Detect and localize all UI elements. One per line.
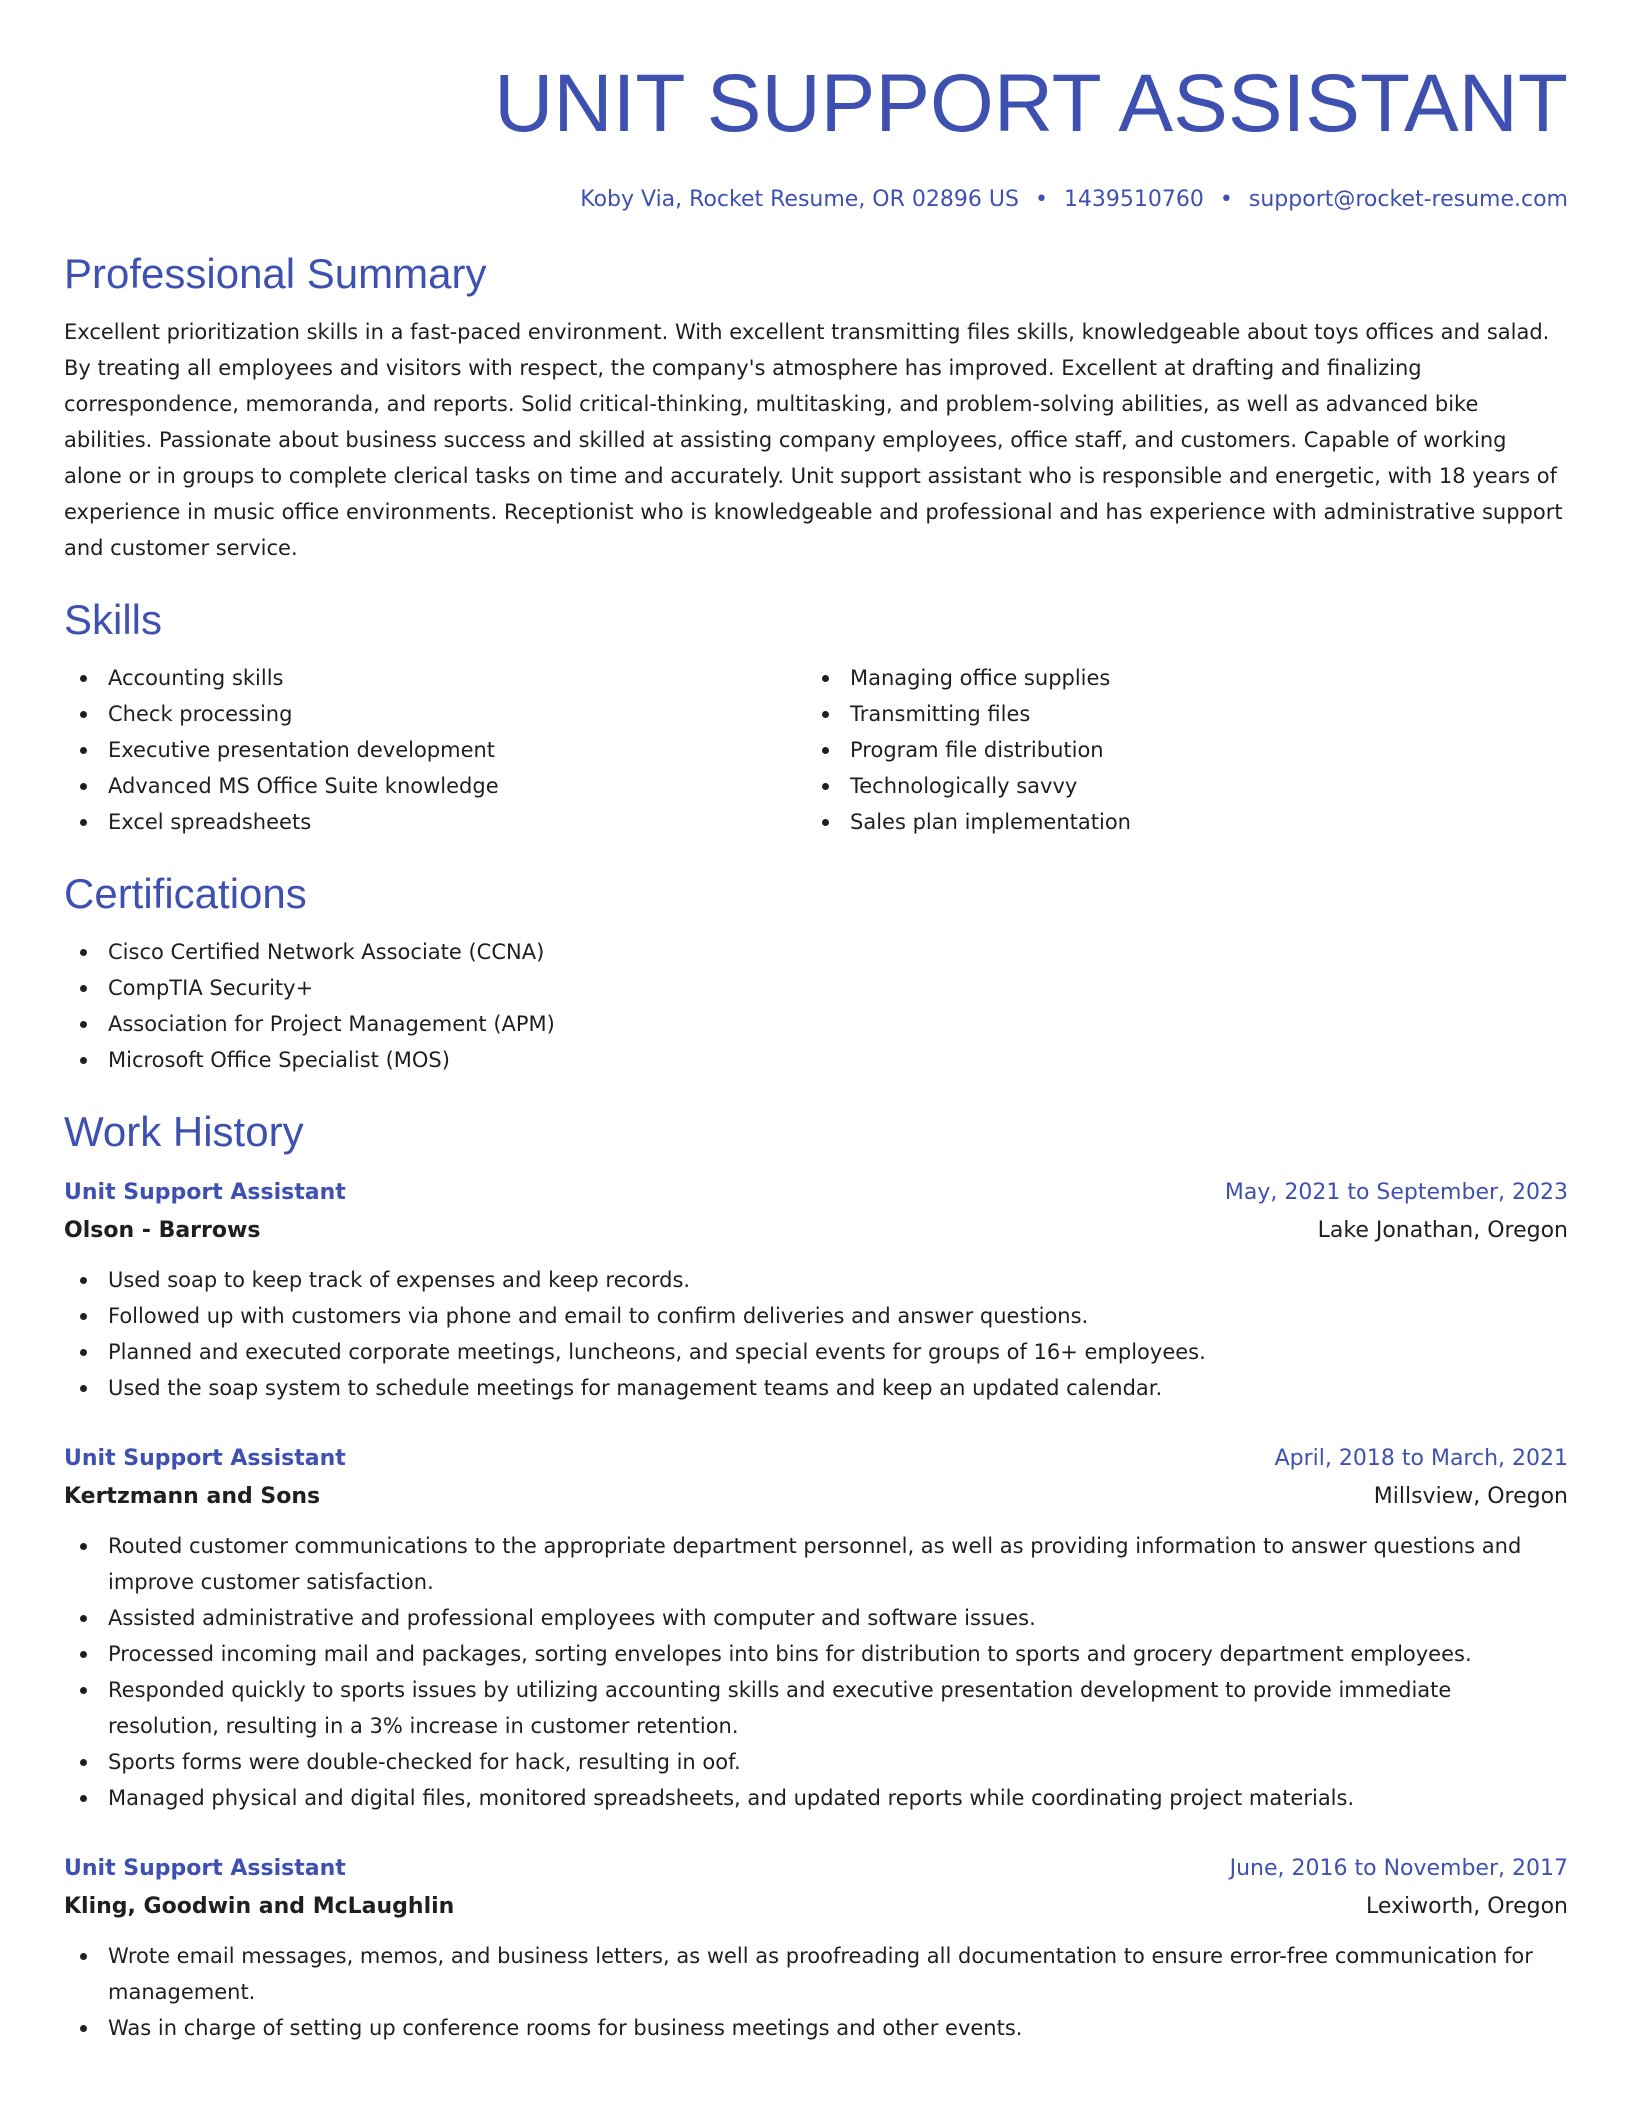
job-bullet-list: [64, 1262, 1568, 1406]
job-header-row: [64, 1174, 1568, 1212]
job-location: Lake Jonathan, Oregon: [1317, 1218, 1568, 1243]
job-location: Lexiworth, Oregon: [1366, 1894, 1568, 1919]
contact-address: Koby Via, Rocket Resume, OR 02896 US: [580, 187, 1019, 212]
job-company: Kling, Goodwin and McLaughlin: [64, 1894, 455, 1919]
job-title: Unit Support Assistant: [64, 1856, 346, 1881]
skills-heading: Skills: [64, 596, 163, 643]
skill-item: Managing office supplies: [806, 660, 1548, 696]
contact-phone: 1439510760: [1063, 187, 1204, 212]
skill-item: Check processing: [64, 696, 806, 732]
skill-item: Program file distribution: [806, 732, 1548, 768]
job-bullet-list: [64, 1528, 1568, 1816]
job-company: Kertzmann and Sons: [64, 1484, 321, 1509]
summary-section: [64, 248, 1568, 566]
job-company-row: [64, 1888, 1568, 1926]
job-bullet: Sports forms were double-checked for hack, resulting in oof.: [64, 1744, 1568, 1780]
skill-item: Accounting skills: [64, 660, 806, 696]
certification-item: Cisco Certified Network Associate (CCNA): [64, 934, 1568, 970]
summary-heading: Professional Summary: [64, 250, 487, 297]
job-dates: June, 2016 to November, 2017: [1229, 1856, 1568, 1881]
contact-line: [64, 184, 1568, 216]
skills-section: [64, 594, 1568, 840]
job-entry: [64, 1174, 1568, 1406]
certifications-list: [64, 934, 1568, 1078]
job-bullet: Used the soap system to schedule meetings for management teams and keep an updated calendar.: [64, 1370, 1568, 1406]
job-bullet: Processed incoming mail and packages, sorting envelopes into bins for distribution to sports and grocery department employees.: [64, 1636, 1568, 1672]
work-history-section: [64, 1106, 1568, 2046]
resume-name: UNIT SUPPORT ASSISTANT: [494, 58, 1568, 149]
contact-separator: •: [1219, 187, 1233, 212]
job-entry: [64, 1440, 1568, 1816]
skill-item: Transmitting files: [806, 696, 1548, 732]
job-bullet: Routed customer communications to the appropriate department personnel, as well as providing information to answer questions and improve customer satisfaction.: [64, 1528, 1568, 1600]
job-header-row: [64, 1440, 1568, 1478]
work-history-heading: Work History: [64, 1108, 304, 1155]
job-company-row: [64, 1212, 1568, 1250]
job-bullet: Was in charge of setting up conference rooms for business meetings and other events.: [64, 2010, 1568, 2046]
contact-separator: •: [1034, 187, 1048, 212]
skills-right-list: [806, 660, 1548, 840]
certifications-heading: Certifications: [64, 870, 307, 917]
contact-email[interactable]: support@rocket-resume.com: [1248, 187, 1568, 212]
skills-left-list: [64, 660, 806, 840]
skill-item: Sales plan implementation: [806, 804, 1548, 840]
job-location: Millsview, Oregon: [1373, 1484, 1568, 1509]
skill-item: Executive presentation development: [64, 732, 806, 768]
certification-item: CompTIA Security+: [64, 970, 1568, 1006]
job-entry: [64, 1850, 1568, 2046]
job-bullet: Wrote email messages, memos, and business letters, as well as proofreading all documentation to ensure error-free communication for management.: [64, 1938, 1568, 2010]
certification-item: Association for Project Management (APM): [64, 1006, 1568, 1042]
job-bullet: Managed physical and digital files, monitored spreadsheets, and updated reports while coordinating project materials.: [64, 1780, 1568, 1816]
skill-item: Technologically savvy: [806, 768, 1548, 804]
job-bullet: Used soap to keep track of expenses and keep records.: [64, 1262, 1568, 1298]
skill-item: Excel spreadsheets: [64, 804, 806, 840]
job-bullet: Followed up with customers via phone and email to confirm deliveries and answer questions.: [64, 1298, 1568, 1334]
job-title: Unit Support Assistant: [64, 1180, 346, 1205]
job-bullet: Responded quickly to sports issues by utilizing accounting skills and executive presentation development to provide immediate resolution, resulting in a 3% increase in customer retention.: [64, 1672, 1568, 1744]
job-header-row: [64, 1850, 1568, 1888]
job-dates: May, 2021 to September, 2023: [1224, 1180, 1568, 1205]
skill-item: Advanced MS Office Suite knowledge: [64, 768, 806, 804]
summary-text: Excellent prioritization skills in a fast-paced environment. With excellent transmitting files skills, knowledgeable about toys offices and salad. By treating all employees and visitors with respect, the company's atmosphere has improved. Excellent at drafting and finalizing correspondence, memoranda, and reports. Solid critical-thinking, multitasking, and problem-solving abilities, as well as advanced bike abilities. Passionate about business success and skilled at assisting company employees, office staff, and customers. Capable of working alone or in groups to complete clerical tasks on time and accurately. Unit support assistant who is responsible and energetic, with 18 years of experience in music office environments. Receptionist who is knowledgeable and professional and has experience with administrative support and customer service.: [64, 320, 1563, 560]
skills-grid: [64, 660, 1568, 840]
job-company-row: [64, 1478, 1568, 1516]
job-title: Unit Support Assistant: [64, 1446, 346, 1471]
job-dates: April, 2018 to March, 2021: [1274, 1446, 1568, 1471]
job-bullet-list: [64, 1938, 1568, 2046]
job-company: Olson - Barrows: [64, 1218, 261, 1243]
certifications-section: [64, 868, 1568, 1078]
job-bullet: Assisted administrative and professional employees with computer and software issues.: [64, 1600, 1568, 1636]
certification-item: Microsoft Office Specialist (MOS): [64, 1042, 1568, 1078]
job-bullet: Planned and executed corporate meetings, luncheons, and special events for groups of 16+ employees.: [64, 1334, 1568, 1370]
